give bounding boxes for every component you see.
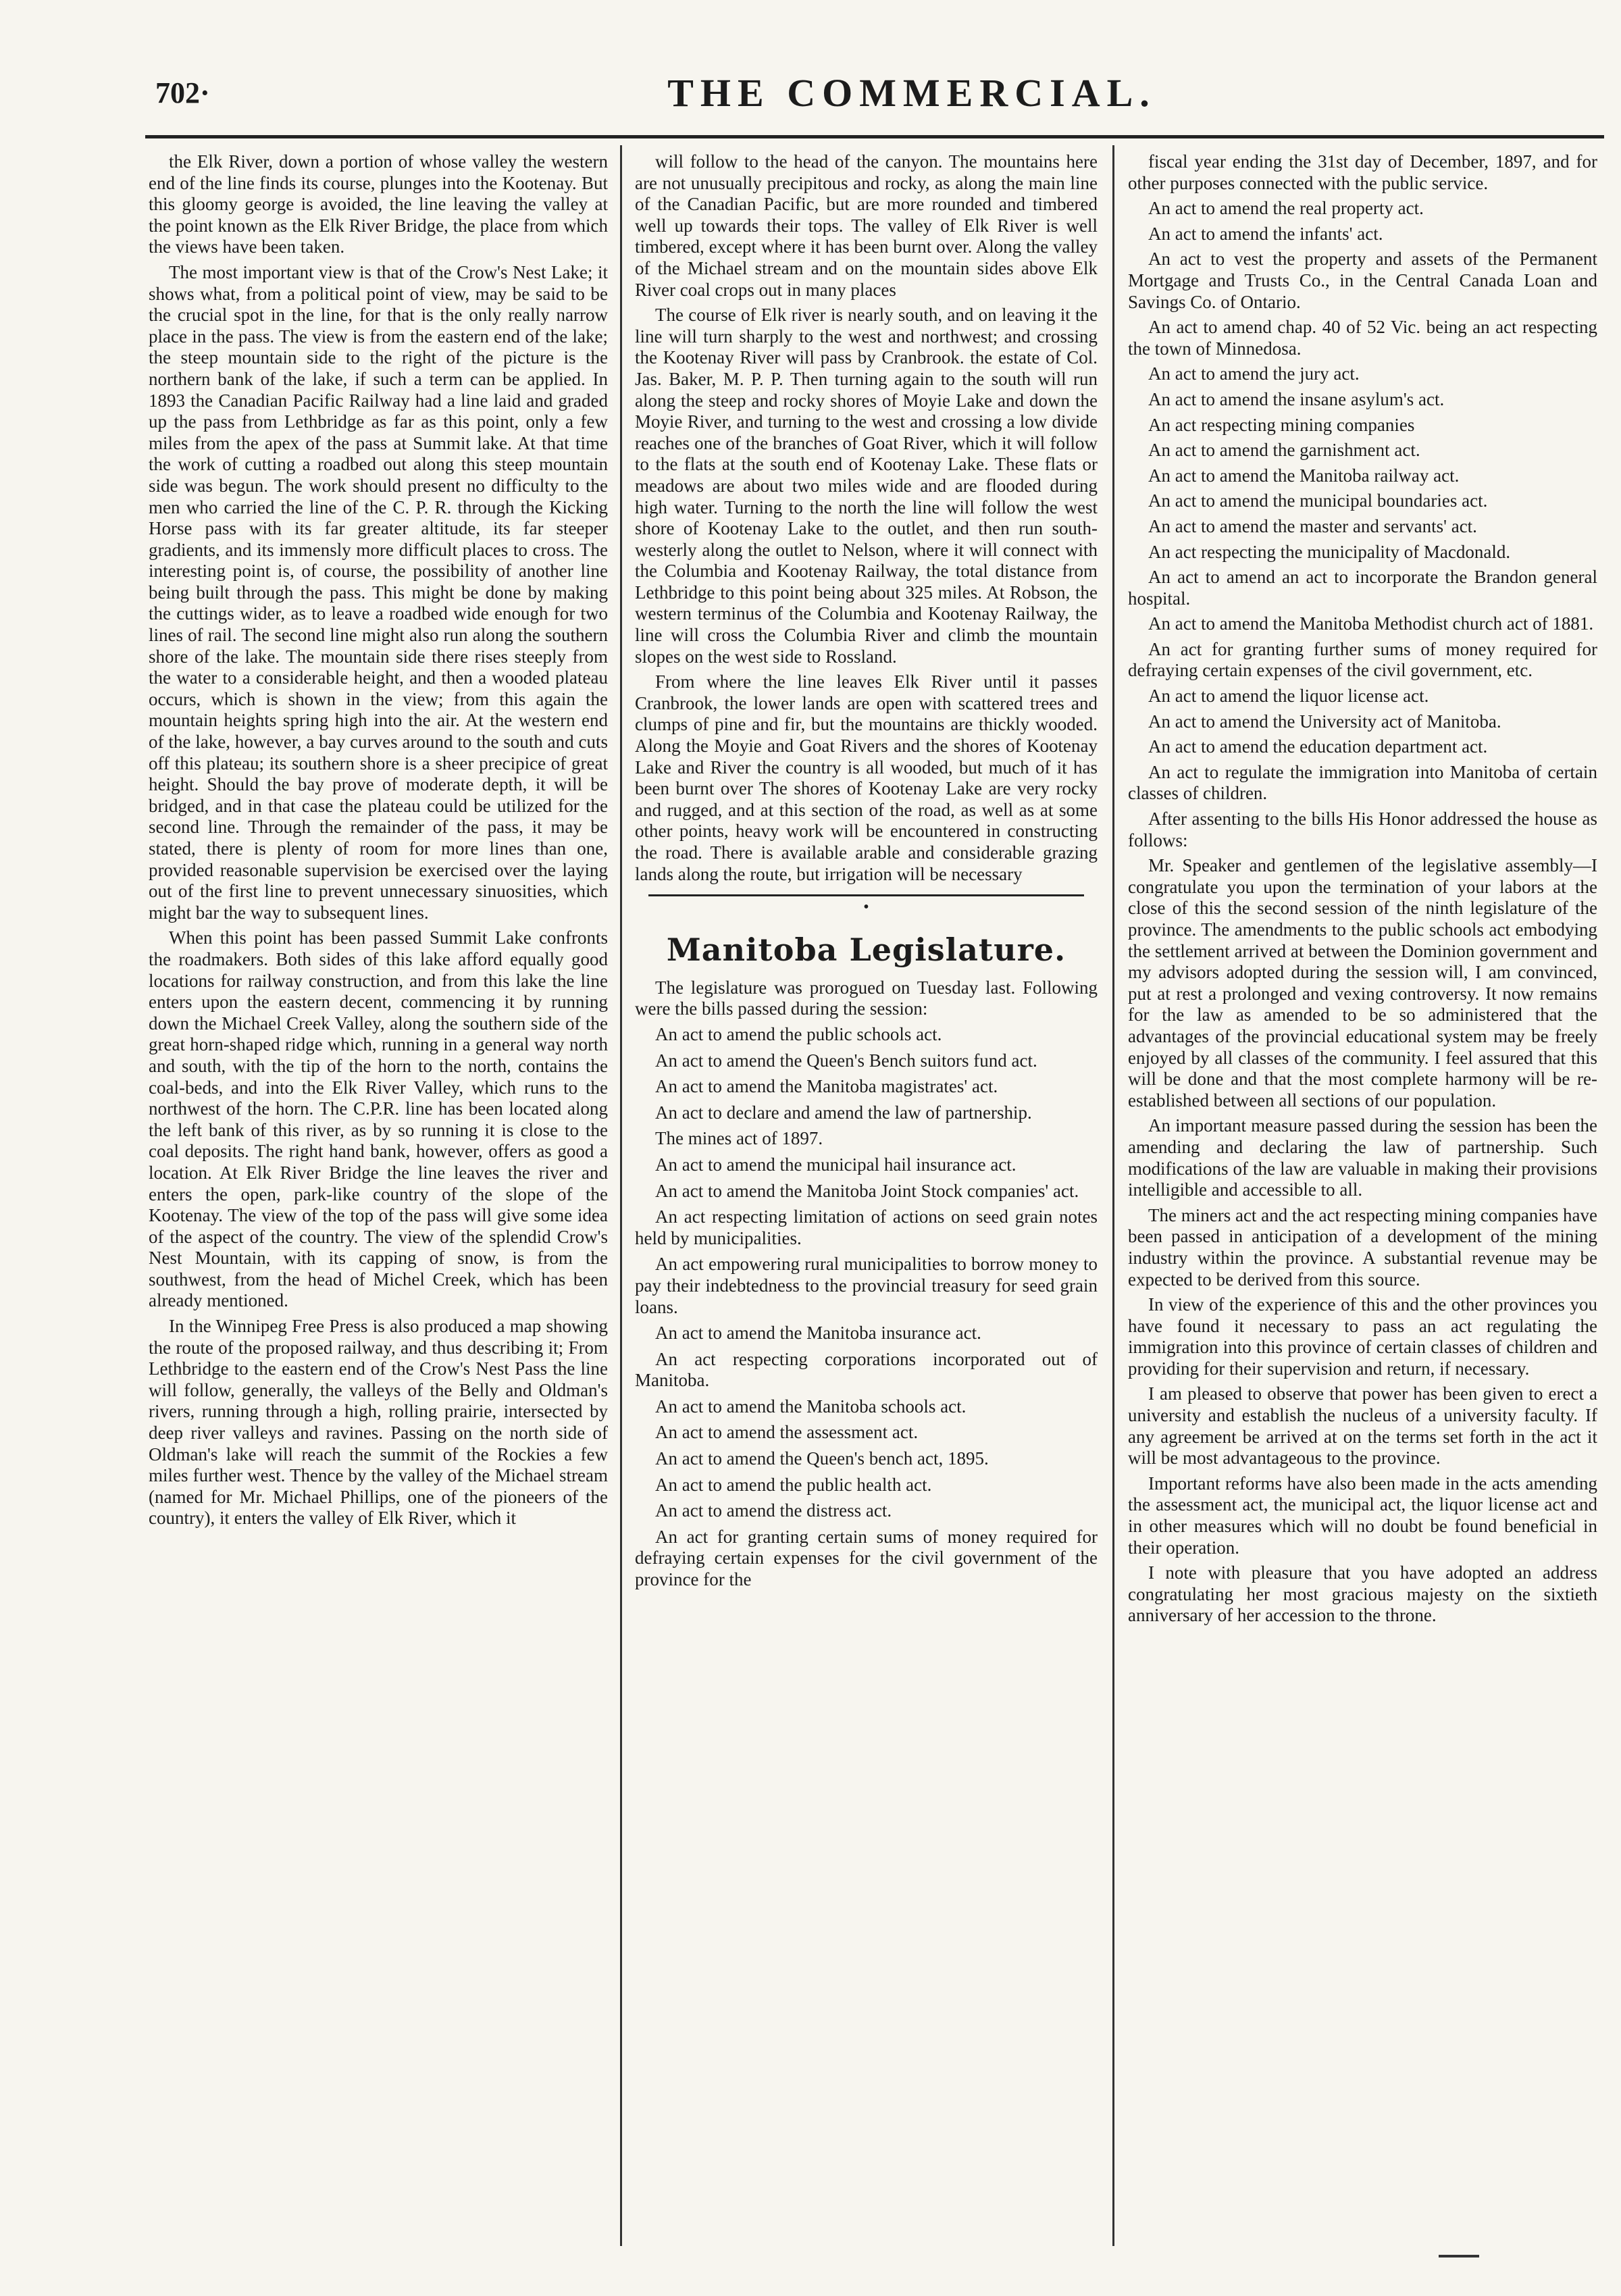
column-1 [149,151,608,2239]
column-divider [1112,145,1114,2246]
paragraph: will follow to the head of the canyon. The mountains here are not unusually precipitous and rocky, as along the main line of the Canadian Pacific, but are more rounded and timbered well up towards their tops. The valley of Elk River is well timbered, except where it has been burnt over. Along the valley of the Michael stream and on the mountain sides above Elk River coal crops out in many places [635,151,1098,300]
masthead-rule [145,135,1604,138]
paragraph: The course of Elk river is nearly south, and on leaving it the line will turn sharply to the west and northwest; and crossing the Kootenay River will pass by Cranbrook. the estate of Col. Jas. Baker, M. P. P. Then turning again to the south will run along the steep and rocky shores of Moyie Lake and down the Moyie River, and turning to the west and crossing a low divide reaches one of the branches of Goat River, which it will follow to the flats at the south end of Kootenay Lake. These flats or meadows are about two miles wide and are flooded during high water. Turning to the north the line will follow the west shore of Kootenay Lake to the outlet, and then run south-westerly along the outlet to Nelson, where it will connect with the Columbia and Kootenay Railway, the total distance from Lethbridge to this point being about 325 miles. At Robson, the western terminus of the Columbia and Kootenay Railway, the line will cross the Columbia River and climb the mountain slopes on the west side to Rossland. [635,305,1098,667]
bill-item: An act respecting limitation of actions on seed grain notes held by municipalities. [635,1206,1098,1248]
section-divider-ornament: • [863,898,869,917]
paragraph: An important measure passed during the session has been the amending and declaring the law of partnership. Such modifications of the law are valuable in making their provisions intelligible and accessible to all. [1128,1115,1597,1200]
bill-item: An act to amend the public health act. [655,1474,932,1495]
paragraph: I note with pleasure that you have adopted an address congratulating her most gracious majesty on the sixtieth anniversary of her accession to the throne. [1128,1562,1597,1626]
section-intro: The legislature was prorogued on Tuesday last. Following were the bills passed during the session: [635,977,1098,1019]
paragraph: An act respecting mining companies [1148,414,1415,435]
bill-item: An act for granting certain sums of money required for defraying certain expenses for the civil government of the province for the [635,1526,1098,1590]
paragraph: When this point has been passed Summit Lake confronts the roadmakers. Both sides of this lake afford equally good locations for railway construction, and from this lake the line enters upon the eastern decent, commencing it by running down the Michael Creek Valley, along the southern side of the great horn-shaped ridge which, running in a general way north and south, with the tip of the horn to the north, contains the coal-beds, and into the Elk River Valley, which runs to the northwest of the horn. The C.P.R. line has been located along the left bank of this river, as by so running it is close to the coal deposits. The right hand bank, however, offers as good a location. At Elk River Bridge the line leaves the river and enters the open, park-like country of the slope of the Kootenay. The view of the top of the pass will give some idea of the aspect of the country. The view of the splendid Crow's Nest Mountain, with its capping of snow, is from the southwest, from the head of Michel Creek, which has been already mentioned. [149,927,608,1311]
paragraph: The most important view is that of the Crow's Nest Lake; it shows what, from a political point of view, may be said to be the crucial spot in the line, for that is the only really narrow place in the pass. The view is from the eastern end of the lake; the steep mountain side to the right of the picture is the northern bank of the lake, if such a term can be applied. In 1893 the Canadian Pacific Railway had a line laid and graded up the pass from Lethbridge as far as this point, only a few miles from the apex of the pass at Summit lake. At that time the work of cutting a roadbed out along this steep mountain side was begun. The work should present no difficulty to the men who carried the line of the C. P. R. through the Kicking Horse pass with its far greater altitude, its far steeper gradients, and its immensly more difficult places to cross. The interesting point is, of course, the possibility of another line being built through the pass. This might be done by making the cuttings wider, as to leave a roadbed wide enough for two lines of rail. The second line might also run along the southern shore of the lake. The mountain side there rises steeply from the water to a considerable height, and then a wooded plateau occurs, which is shown in the view; from this again the mountain heights spring high into the air. At the western end of the lake, however, a bay curves around to the south and cuts off this plateau; its southern shore is a sheer precipice of great height. Should the bay prove of moderate depth, it will be bridged, and in that case the plateau could be utilized for the second line. Through the remainder of the pass, it may be stated, there is plenty of room for more lines than one, provided reasonable supervision be exercised over the laying out of the first line to prevent unnecessary sinuosities, which might bar the way to subsequent lines. [149,261,608,923]
paragraph: An act for granting further sums of money required for defraying certain expenses of the civil government, etc. [1128,638,1597,681]
paragraph: In the Winnipeg Free Press is also produced a map showing the route of the proposed railway, and thus describing it; From Lethbridge to the eastern end of the Crow's Nest Pass the line will follow, generally, the valleys of the Belly and Oldman's rivers, running through a high, rolling prairie, intersected by deep river valleys and ravines. Passing on the north side of Oldman's lake will reach the summit of the Rockies a few miles further west. Thence by the valley of the Michael stream (named for Mr. Michael Phillips, one of the pioneers of the country), it enters the valley of Elk River, which it [149,1316,608,1529]
paragraph: An act to amend the master and servants' act. [1148,515,1477,536]
paragraph: An act to vest the property and assets of the Permanent Mortgage and Trusts Co., in the Central Canada Loan and Savings Co. of Ontario. [1128,249,1597,312]
paragraph: An act to amend the Manitoba railway act. [1148,465,1460,486]
paragraph: An act to amend the municipal boundaries act. [1148,490,1488,511]
bill-item: An act to amend the Manitoba magistrates' act. [655,1076,998,1097]
column-divider [620,145,622,2246]
paragraph: fiscal year ending the 31st day of December, 1897, and for other purposes connected with the public service. [1128,151,1597,193]
paragraph: An act to amend the jury act. [1148,363,1360,384]
column-3 [1128,151,1597,2239]
paragraph: An act to amend an act to incorporate the Brandon general hospital. [1128,567,1597,609]
paragraph: In view of the experience of this and the other provinces you have found it necessary to pass an act regulating the immigration into this province of certain classes of children and providing for their supervision and return, if necessary. [1128,1294,1597,1379]
bill-item: An act to amend the distress act. [655,1500,892,1521]
section-divider-line [648,894,1084,896]
bill-item: An act to amend the Queen's bench act, 1895. [655,1448,989,1469]
section-title: Manitoba Legislature. [666,932,1066,969]
paragraph: An act to amend the liquor license act. [1148,686,1429,707]
bill-item: An act empowering rural municipalities to borrow money to pay their indebtedness to the provincial treasury for seed grain loans. [635,1254,1098,1317]
paragraph: Important reforms have also been made in the acts amending the assessment act, the municipal act, the liquor license act and in other measures which will no doubt be found beneficial in their operation. [1128,1473,1597,1558]
page-number: 702· [155,76,210,109]
paragraph: An act to amend the infants' act. [1148,223,1383,244]
footer-rule [1439,2255,1479,2257]
bill-item: An act to amend the assessment act. [655,1422,919,1443]
paragraph: From where the line leaves Elk River until it passes Cranbrook, the lower lands are open with scattered trees and clumps of pine and fir, but the mountains are thickly wooded. Along the Moyie and Goat Rivers and the shores of Kootenay Lake and River the country is all wooded, but much of it has been burnt over The shores of Kootenay Lake are very rocky and rugged, and at this section of the road, as well as at some other points, heavy work will be encountered in constructing the road. There is available arable and considerable grazing lands along the route, but irrigation will be necessary [635,671,1098,884]
paragraph: An act respecting the municipality of Macdonald. [1148,541,1511,562]
masthead: THE COMMERCIAL. [667,71,1156,115]
bill-item: An act to amend the municipal hail insurance act. [655,1154,1017,1175]
bill-item: An act to amend the Queen's Bench suitors fund act. [655,1050,1037,1071]
column-2 [635,151,1098,2239]
paragraph: An act to regulate the immigration into Manitoba of certain classes of children. [1128,761,1597,804]
paragraph: An act to amend the University act of Manitoba. [1148,711,1501,732]
paragraph: An act to amend the real property act. [1148,198,1424,219]
paragraph: the Elk River, down a portion of whose valley the western end of the line finds its course, plunges into the Kootenay. But this gloomy george is avoided, the line leaving the valley at the point known as the Elk River Bridge, the place from which the views have been taken. [149,151,608,257]
paragraph: An act to amend the garnishment act. [1148,440,1420,461]
bill-item: An act to amend the Manitoba schools act. [655,1396,967,1417]
bill-item: An act respecting corporations incorporated out of Manitoba. [635,1348,1098,1391]
paragraph: An act to amend chap. 40 of 52 Vic. being an act respecting the town of Minnedosa. [1128,317,1597,359]
bill-item: An act to declare and amend the law of partnership. [655,1102,1032,1123]
paragraph: The miners act and the act respecting mining companies have been passed in anticipation of a development of the mining industry within the province. A substantial revenue may be expected to be derived from this source. [1128,1204,1597,1290]
paragraph: An act to amend the education department act. [1148,736,1488,757]
paragraph: I am pleased to observe that power has been given to erect a university and establish the nucleus of a university faculty. If any agreement be arrived at on the terms set forth in the act it will be most advantageous to the province. [1128,1383,1597,1469]
paragraph: Mr. Speaker and gentlemen of the legislative assembly—I congratulate you upon the termination of your labors at the close of this the second session of the ninth legislature of the province. The amendments to the public schools act embodying the settlement arrived at between the Dominion government and my advisors adopted during the session will, I am convinced, put at rest a prolonged and vexing controversy. It now remains for the law as amended to be so administered that the advantages of the provincial educational system may be freely enjoyed by all classes of the community. I feel assured that this will be done and that the most complete harmony will be re-established between all sections of our population. [1128,855,1597,1111]
paragraph: An act to amend the insane asylum's act. [1148,388,1445,409]
bill-item: An act to amend the Manitoba insurance act. [655,1323,981,1344]
bill-item: An act to amend the Manitoba Joint Stock companies' act. [655,1180,1079,1201]
bill-item: The mines act of 1897. [655,1128,823,1149]
bill-item: An act to amend the public schools act. [655,1023,942,1044]
paragraph: After assenting to the bills His Honor addressed the house as follows: [1128,809,1597,850]
paragraph: An act to amend the Manitoba Methodist church act of 1881. [1148,613,1594,634]
